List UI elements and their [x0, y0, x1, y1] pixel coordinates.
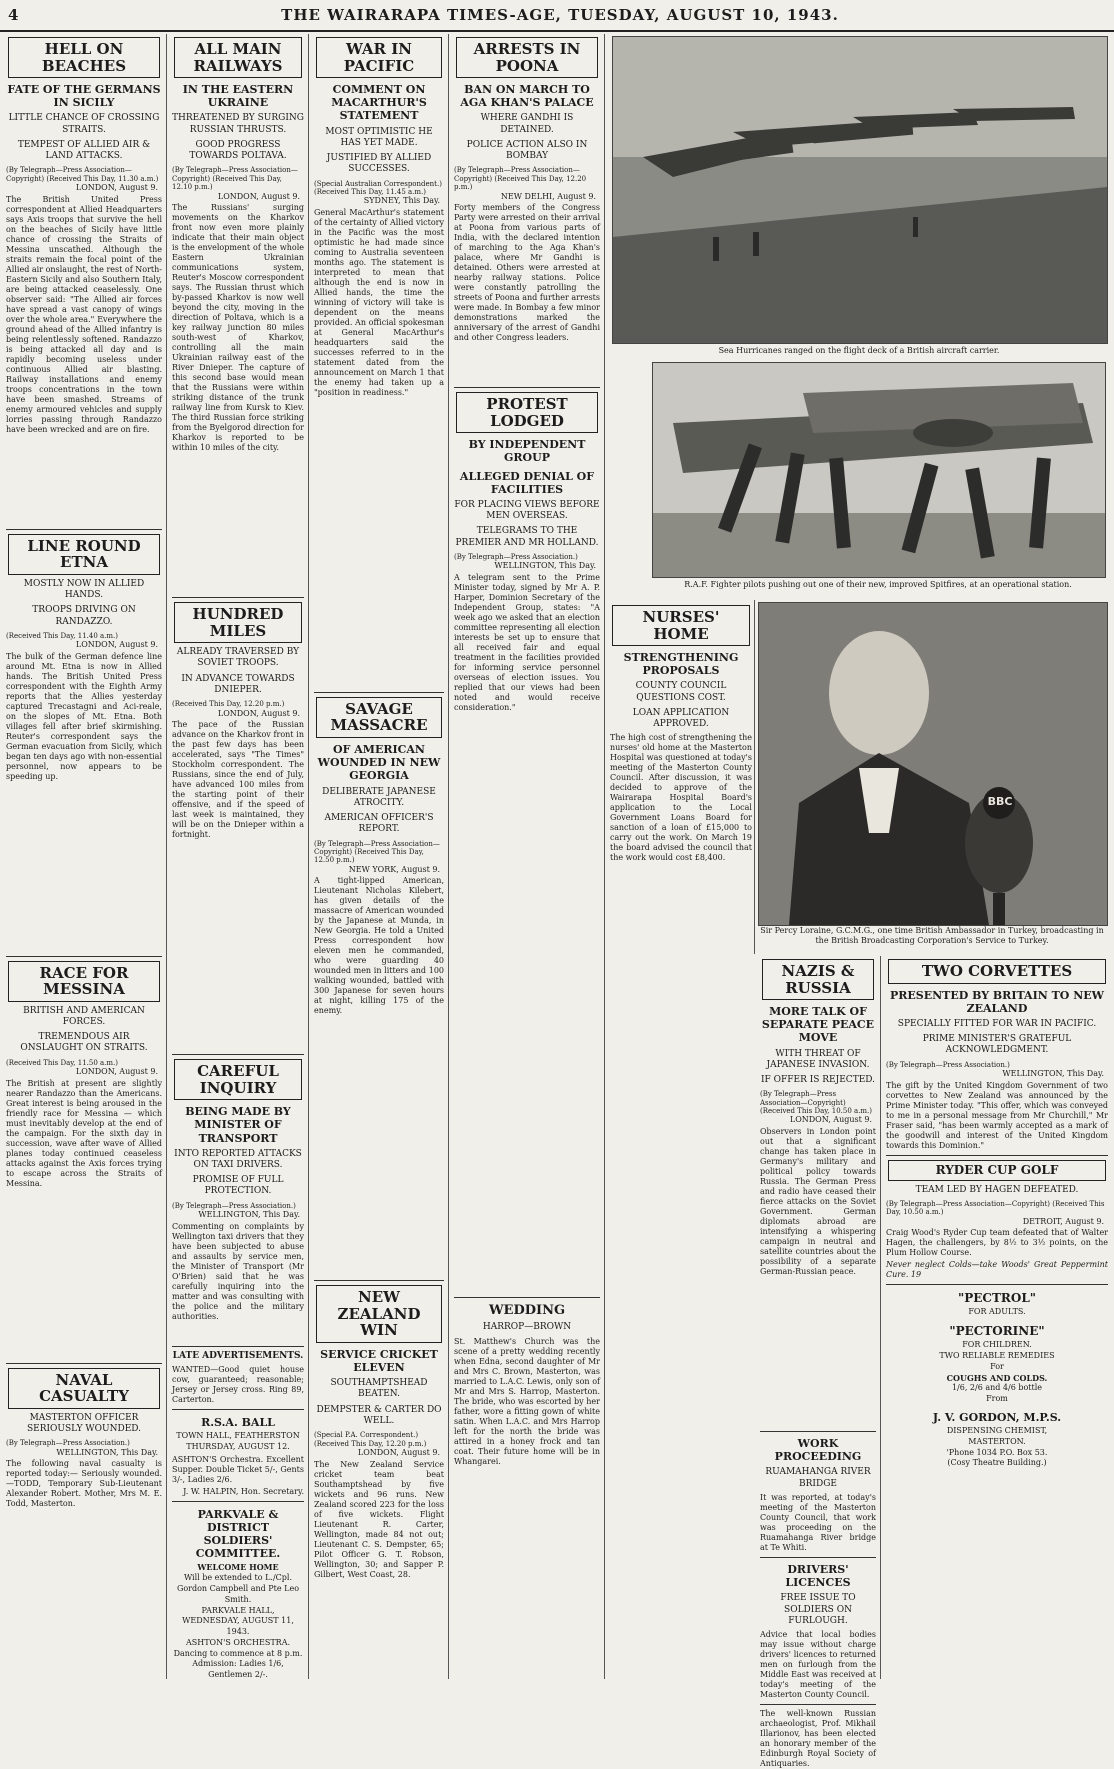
column-rule: [166, 34, 167, 1679]
subhead: DELIBERATE JAPANESE ATROCITY.: [322, 786, 436, 808]
headline-wedding: WEDDING: [488, 1302, 566, 1318]
headline-race-for-messina: RACE FOR MESSINA: [8, 961, 160, 1002]
ad-line: TWO RELIABLE REMEDIES: [939, 1351, 1055, 1361]
ad-line: COUGHS AND COLDS.: [946, 1372, 1048, 1383]
subhead: WITH THREAT OF JAPANESE INVASION.: [766, 1048, 870, 1070]
dateline: (By Telegraph—Press Association—Copyright) (Received This Day, 11.30 a.m.): [6, 166, 159, 183]
ad-line: From: [986, 1394, 1008, 1404]
article-body: Forty members of the Congress Party were arrested on their arrival at Poona from various parts of India, with the declared intention of marching to the Aga Khan's palace, where Mr Gandhi is detained. Others were arrested at nearby railway stations. Police were constantly patrolling the streets of Poona and further arrests were made. In Bombay a few minor demonstrations marked the anniversary of the arrest of Gandhi and other Congress leaders.: [454, 203, 600, 343]
article-body: Observers in London point out that a significant change has taken place in Germany's military and political policy towards Russia. The German Press and radio have ceased their fierce attacks on the Soviet Government. German diplomats abroad are intensifying a whispering campaign in neutral and satellite countries about the possibility of a separate German-Russian peace.: [760, 1127, 876, 1277]
article-body: The well-known Russian archaeologist, Prof. Mikhail Illarionov, has been elected an honorary member of the Edinburgh Royal Society of Antiquaries.: [760, 1709, 876, 1769]
ad-line: DISPENSING CHEMIST,: [946, 1426, 1048, 1435]
subhead: THREATENED BY SURGING RUSSIAN THRUSTS.: [172, 113, 304, 135]
dateline: (Received This Day, 11.50 a.m.): [6, 1058, 118, 1067]
subhead: MASTERTON OFFICER SERIOUSLY WOUNDED.: [26, 1412, 142, 1434]
subhead: SOUTHAMPTSHEAD BEATEN.: [330, 1378, 428, 1400]
headline-nurses-home: NURSES' HOME: [612, 605, 750, 646]
subhead: SERVICE CRICKET ELEVEN: [320, 1347, 438, 1374]
photo-sir-percy-loraine: [758, 602, 1108, 926]
column-rule: [754, 600, 755, 954]
photo-caption: Sir Percy Loraine, G.C.M.G., one time British Ambassador in Turkey, broadcasting in the British Broadcasting Corporation's Service to Turkey.: [760, 926, 1104, 945]
subhead: MORE TALK OF SEPARATE PEACE MOVE: [761, 1005, 875, 1045]
subhead: AMERICAN OFFICER'S REPORT.: [324, 813, 434, 835]
subhead: DEMPSTER & CARTER DO WELL.: [316, 1404, 442, 1426]
place-line: LONDON, August 9.: [217, 708, 300, 718]
divider: [6, 956, 162, 957]
subhead: TREMENDOUS AIR ONSLAUGHT ON STRAITS.: [20, 1032, 148, 1054]
article-body: Commenting on complaints by Wellington taxi drivers that they have been subjected to abuse and assaults by service men, the Minister of Transport (Mr O'Brien) said that he was carefully inquiring into the matter and was consulting with the police and the military authorities.: [172, 1221, 304, 1321]
headline-work-proceeding: WORK PROCEEDING: [774, 1437, 862, 1464]
place-line: WELLINGTON, This Day.: [1002, 1069, 1104, 1079]
dateline: (By Telegraph—Press Association.): [172, 1201, 296, 1210]
dateline: (By Telegraph—Press Association—Copyright) (Received This Day, 10.50 a.m.): [760, 1090, 872, 1116]
article-body: St. Matthew's Church was the scene of a pretty wedding recently when Edna, second daughter of Mr and Mrs C. Brown, Masterton, was married to L.A.C. Lewis, only son of Mr and Mrs S. Harrop, Masterton. The bride, who was escorted by her father, wore a fitting gown of white satin. When L.A.C. and Mrs Harrop left for the north the bride was attired in a honey frock and tan coat. Their future home will be in Whangarei.: [454, 1336, 600, 1466]
subhead: PRIME MINISTER'S GRATEFUL ACKNOWLEDGMENT.: [922, 1034, 1072, 1056]
photo-sea-hurricanes: [612, 36, 1108, 344]
divider: [454, 1297, 600, 1298]
broadcaster-photo: [759, 603, 1107, 925]
ad-line: J. V. GORDON, M.P.S.: [932, 1411, 1062, 1424]
divider: [6, 1363, 162, 1364]
ad-line: FOR ADULTS.: [968, 1307, 1026, 1317]
subhead: TEAM LED BY HAGEN DEFEATED.: [915, 1184, 1079, 1195]
page-number: 4: [8, 6, 19, 24]
article-body: The pace of the Russian advance on the Kharkov front in the past few days has been accelerated, says "The Times" Stockholm correspondent. The Russians, since the end of July, have advanced 100 miles from the starting point of their offensive, and if the speed of last week is maintained, they will be on the Dnieper within a fortnight.: [172, 720, 304, 840]
divider: [760, 1704, 876, 1705]
article-body: Advice that local bodies may issue without charge drivers' licences to returned men on furlough from the Middle East was received at today's meeting of the Masterton County Council.: [760, 1630, 876, 1700]
divider: [886, 1155, 1108, 1156]
masthead: [0, 0, 1114, 32]
headline-savage-massacre: SAVAGE MASSACRE: [316, 697, 442, 738]
ad-line: 1/6, 2/6 and 4/6 bottle: [951, 1383, 1043, 1393]
dateline: (By Telegraph—Press Association—Copyright) (Received This Day, 12.50 p.m.): [314, 839, 440, 865]
subhead: WHERE GANDHI IS DETAINED.: [480, 113, 574, 135]
divider: [172, 1409, 304, 1410]
place-line: SYDNEY, This Day.: [363, 196, 440, 206]
headline-drivers-licences: DRIVERS' LICENCES: [785, 1562, 851, 1590]
headline-line-round-etna: LINE ROUND ETNA: [8, 534, 160, 575]
subhead: COUNTY COUNCIL QUESTIONS COST.: [635, 681, 727, 703]
place-line: DETROIT, August 9.: [1022, 1216, 1104, 1226]
photo-caption: R.A.F. Fighter pilots pushing out one of their new, improved Spitfires, at an operational station.: [684, 580, 1072, 589]
article-body: A tight-lipped American, Lieutenant Nicholas Kilebert, has given details of the massacre of American wounded by the Japanese at Munda, in New Georgia. He told a United Press correspondent how eleven men he commanded, who were guarding 40 wounded men in litters and 100 walking wounded, battled with 300 Japanese for seven hours at night, killing 175 of the enemy.: [314, 876, 444, 1016]
headline-ryder-cup: RYDER CUP GOLF: [888, 1160, 1106, 1181]
subhead: LITTLE CHANCE OF CROSSING STRAITS.: [8, 113, 160, 135]
place-line: LONDON, August 9.: [789, 1115, 872, 1125]
subhead: FREE ISSUE TO SOLDIERS ON FURLOUGH.: [780, 1593, 856, 1626]
column-3: [314, 34, 444, 1679]
place-line: WELLINGTON, This Day.: [198, 1210, 300, 1220]
subhead: FOR PLACING VIEWS BEFORE MEN OVERSEAS.: [454, 499, 600, 522]
ad-line: 'Phone 1034 P.O. Box 53.: [946, 1447, 1048, 1457]
article-body: A telegram sent to the Prime Minister today, signed by Mr A. P. Harper, Dominion Secretary of the Independent Group, states: "A week ago we asked that an election committee representing all election interests be set up to ensure that all received fair and equal treatment in the facilities provided for informing service personnel overseas of election issues. You replied that our views had been noted and would receive consideration.": [454, 572, 600, 712]
subhead: POLICE ACTION ALSO IN BOMBAY: [466, 139, 588, 162]
ad-line: ASHTON'S ORCHESTRA.: [185, 1637, 291, 1647]
column-2: [172, 34, 304, 1679]
subhead: MOSTLY NOW IN ALLIED HANDS.: [23, 578, 145, 600]
subhead: IN THE EASTERN UKRAINE: [182, 83, 294, 110]
subhead: RUAMAHANGA RIVER BRIDGE: [765, 1467, 871, 1489]
subhead: JUSTIFIED BY ALLIED SUCCESSES.: [326, 153, 432, 175]
subhead: PRESENTED BY BRITAIN TO NEW ZEALAND: [889, 988, 1105, 1015]
photo-spitfire: [652, 362, 1106, 578]
headline-careful-inquiry: CAREFUL INQUIRY: [174, 1059, 302, 1100]
ad-line: ASHTON'S Orchestra. Excellent Supper. Double Ticket 5/-, Gents 3/-, Ladies 2/6.: [172, 1454, 304, 1484]
subhead: INTO REPORTED ATTACKS ON TAXI DRIVERS.: [174, 1148, 302, 1170]
column-rule: [604, 34, 605, 1679]
headline-nazis-russia: NAZIS & RUSSIA: [762, 959, 874, 1000]
headline-hundred-miles: HUNDRED MILES: [174, 602, 302, 643]
place-line: LONDON, August 9.: [75, 183, 158, 193]
headline-two-corvettes: TWO CORVETTES: [888, 959, 1106, 984]
column-rule: [880, 956, 881, 1679]
spitfire-photo: [653, 363, 1105, 577]
subhead: HARROP—BROWN: [482, 1322, 572, 1333]
article-body: The British United Press correspondent at Allied Headquarters says Axis troops that survive the hell on the beaches of Sicily have little chance of crossing the Straits of Messina unscathed. Although the straits remain the focal point of the Allied air onslaught, the rest of North-Eastern Sicily and also Southern Italy, are being attacked ceaselessly. One observer said: "The Allied air forces have spread a vast canopy of wings over the whole area." Everywhere the ground ahead of the Allied infantry is being relentlessly softened. Randazzo is being attacked all day and is rapidly becoming useless under continuous Allied air blasting. Railway installations and enemy troops concentrations in the town have been smashed. Streams of enemy armoured vehicles and supply lorries passing through Randazzo have been wrecked and are on fire.: [6, 194, 162, 434]
divider: [314, 1280, 444, 1281]
column-rule: [448, 34, 449, 1679]
subhead: TEMPEST OF ALLIED AIR & LAND ATTACKS.: [17, 139, 151, 162]
dateline: (By Telegraph—Press Association.): [454, 552, 578, 561]
subhead: PROMISE OF FULL PROTECTION.: [192, 1175, 284, 1197]
ad-line: FOR CHILDREN.: [962, 1340, 1032, 1350]
article-body: The high cost of strengthening the nurses' old home at the Masterton Hospital was questioned at today's meeting of the Masterton County Council. After discussion, it was decided to approve of the Wairarapa Hospital Board's application to the Local Government Loans Board for sanction of a loan of £15,000 to carry out the work. On March 19 the board advised the council that the work would cost £8,400.: [610, 733, 752, 863]
divider: [760, 1557, 876, 1558]
ad-line: Will be extended to L./Cpl. Gordon Campbell and Pte Leo Smith.: [176, 1573, 300, 1604]
subhead: STRENGTHENING PROPOSALS: [623, 651, 739, 678]
headline-war-in-pacific: WAR IN PACIFIC: [316, 37, 442, 78]
ad-line: WEDNESDAY, AUGUST 11, 1943.: [182, 1616, 294, 1637]
column-6: [886, 956, 1108, 1679]
subhead: BEING MADE BY MINISTER OF TRANSPORT: [185, 1105, 291, 1145]
ad-line: THURSDAY, AUGUST 12.: [186, 1441, 290, 1451]
headline-protest-lodged: PROTEST LODGED: [456, 392, 598, 433]
divider: [172, 597, 304, 598]
subhead: GOOD PROGRESS TOWARDS POLTAVA.: [189, 139, 287, 162]
ad-heading: R.S.A. BALL: [201, 1415, 275, 1429]
article-body: The New Zealand Service cricket team beat Southamptshead by five wickets and 96 runs. New Zealand scored 223 for the loss of five wickets. Flight Lieutenant R. Carter, Wellington, made 84 not out; Lieutenant C. S. Dempster, 65; Pilot Officer G. T. Robson, Wellington, 30; and Sapper P. Gilbert, West Coast, 28.: [314, 1459, 444, 1579]
subhead: ALREADY TRAVERSED BY SOVIET TROOPS.: [176, 647, 300, 669]
divider: [314, 692, 444, 693]
headline-all-main-railways: ALL MAIN RAILWAYS: [174, 37, 302, 78]
ad-line: WELCOME HOME: [197, 1562, 279, 1573]
subhead: IF OFFER IS REJECTED.: [760, 1075, 876, 1086]
column-4: [454, 34, 600, 1679]
subhead: COMMENT ON MACARTHUR'S STATEMENT: [331, 83, 427, 123]
subhead: BY INDEPENDENT GROUP: [468, 438, 586, 465]
column-5-top: [610, 602, 752, 952]
ad-line: PARKVALE HALL,: [201, 1605, 275, 1615]
dateline: (Received This Day, 12.20 p.m.): [172, 700, 285, 709]
place-line: LONDON, August 9.: [357, 1447, 440, 1457]
divider: [172, 1346, 304, 1347]
dateline: (By Telegraph—Press Association—Copyright) (Received This Day, 12.20 p.m.): [454, 166, 587, 192]
divider: [454, 387, 600, 388]
ad-line: MASTERTON.: [968, 1436, 1026, 1446]
article-body: The British at present are slightly nearer Randazzo than the Americans. Great interest is being aroused in the friendly race for Messina — which must inevitably develop at the end of the campaign. For the sixth day in succession, wave after wave of Allied planes today continued ceaseless attacks against the Axis forces trying to escape across the Straits of Messina.: [6, 1078, 162, 1188]
ad-line: TOWN HALL, FEATHERSTON: [176, 1430, 300, 1440]
ad-line: For: [990, 1361, 1004, 1371]
place-line: WELLINGTON, This Day.: [494, 561, 596, 571]
divider: [886, 1284, 1108, 1285]
article-body: The Russians' surging movements on the Kharkov front now even more plainly indicate that their main object is the envelopment of the whole Eastern Ukrainian communications system, Reuter's Moscow correspondent says. The Russian thrust which by-passed Kharkov is now well beyond the city, moving in the direction of Poltava, which is a key railway junction 80 miles south-west of Kharkov, controlling all the main Ukrainian railway east of the River Dnieper. The capture of this second base would mean that the Russians were within striking distance of the trunk railway line from Kursk to Kiev. The third Russian force striking from the Byelgorod direction for Kharkov is reported to be within 10 miles of the city.: [172, 203, 304, 453]
dateline: (By Telegraph—Press Association.): [886, 1060, 1010, 1069]
dateline: (Received This Day, 11.40 a.m.): [6, 631, 118, 640]
article-body: General MacArthur's statement of the certainty of Allied victory in the Pacific was the most optimistic he had made since coming to Australia seventeen months ago. The statement is interpreted to mean that although the end is now in Allied hands, the time the winning of victory will take is dependent on the means provided. An official spokesman at General MacArthur's headquarters said the successes referred to in the statement dated from the announcement on March 1 that the enemy had taken up a "position in readiness.": [314, 207, 444, 397]
dateline: (By Telegraph—Press Association—Copyright) (Received This Day, 12.10 p.m.): [172, 166, 298, 192]
divider: [6, 529, 162, 530]
bbc-mic-label: BBC: [987, 795, 1013, 808]
divider: [760, 1431, 876, 1432]
column-rule: [308, 34, 309, 1679]
ad-line: (Cosy Theatre Building.): [947, 1458, 1047, 1468]
article-body: The following naval casualty is reported today:— Seriously wounded.—TODD, Temporary Sub-Lieutenant Alexander Robert. Mother, Mrs M. E. Todd, Masterton.: [6, 1459, 162, 1509]
subhead: SPECIALLY FITTED FOR WAR IN PACIFIC.: [897, 1018, 1097, 1029]
ad-line: Admission: Ladies 1/6, Gentlemen 2/-.: [192, 1659, 284, 1680]
headline-naval-casualty: NAVAL CASUALTY: [8, 1368, 160, 1409]
place-line: LONDON, August 9.: [75, 1067, 158, 1077]
ad-heading: PARKVALE & DISTRICT SOLDIERS' COMMITTEE.: [195, 1508, 281, 1561]
dateline: (By Telegraph—Press Association.): [6, 1439, 130, 1448]
subhead: BAN ON MARCH TO AGA KHAN'S PALACE: [460, 83, 594, 110]
subhead: OF AMERICAN WOUNDED IN NEW GEORGIA: [317, 742, 441, 783]
subhead: MOST OPTIMISTIC HE HAS YET MADE.: [325, 126, 433, 148]
headline-arrests-in-poona: ARRESTS IN POONA: [456, 37, 598, 78]
late-ads-heading: LATE ADVERTISEMENTS.: [172, 1350, 304, 1361]
subhead: ALLEGED DENIAL OF FACILITIES: [459, 469, 595, 496]
headline-new-zealand-win: NEW ZEALAND WIN: [316, 1285, 442, 1343]
ad-note: Never neglect Colds—take Woods' Great Peppermint Cure. 19: [886, 1260, 1108, 1280]
ad-line: "PECTORINE": [949, 1324, 1045, 1339]
article-body: It was reported, at today's meeting of the Masterton County Council, that work was proceeding on the Ruamahanga River bridge at Te Whiti.: [760, 1492, 876, 1552]
subhead: FATE OF THE GERMANS IN SICILY: [7, 83, 161, 110]
article-body: The gift by the United Kingdom Government of two corvettes to New Zealand was announced by the Prime Minister today. "This offer, which was conveyed to me in a personal message from Mr Churchill," Mr Fraser said, "has been warmly accepted as a mark of the goodwill and interest of the United Kingdom towards this Dominion.": [886, 1080, 1108, 1150]
place-line: LONDON, August 9.: [75, 640, 158, 650]
place-line: NEW YORK, August 9.: [348, 864, 440, 874]
place-line: NEW DELHI, August 9.: [500, 191, 596, 201]
divider: [172, 1054, 304, 1055]
article-body: Craig Wood's Ryder Cup team defeated that of Walter Hagen, the challengers, by 8½ to 3½ points, on the Plum Hollow Course.: [886, 1228, 1108, 1258]
ad-line: "PECTROL": [957, 1291, 1037, 1306]
subhead: IN ADVANCE TOWARDS DNIEPER.: [181, 673, 295, 695]
dateline: (Special P.A. Correspondent.) (Received This Day, 12.20 p.m.): [314, 1431, 427, 1448]
classified-ad: WANTED—Good quiet house cow, guaranteed; reasonable; Jersey or Jersey cross. Ring 89, Carterton.: [172, 1364, 304, 1404]
place-line: WELLINGTON, This Day.: [56, 1447, 158, 1457]
ad-line: J. W. HALPIN, Hon. Secretary.: [183, 1486, 304, 1496]
newspaper-title: THE WAIRARAPA TIMES-AGE, TUESDAY, AUGUST 10, 1943.: [281, 6, 839, 24]
place-line: LONDON, August 9.: [217, 191, 300, 201]
article-body: The bulk of the German defence line around Mt. Etna is now in Allied hands. The British United Press correspondent with the Eighth Army reports that the Allies yesterday captured Trecastagni and Aci-reale, on the slopes of Mt. Etna. Both villages fell after brief skirmishing. Reuter's correspondent says the German evacuation from Sicily, which began ten days ago with non-essential personnel, now appears to be speeding up.: [6, 651, 162, 781]
dateline: (Special Australian Correspondent.) (Received This Day, 11.45 a.m.): [314, 179, 442, 196]
column-1: [6, 34, 162, 1679]
subhead: LOAN APPLICATION APPROVED.: [632, 707, 730, 730]
headline-hell-on-beaches: HELL ON BEACHES: [8, 37, 160, 78]
photo-caption: Sea Hurricanes ranged on the flight deck of a British aircraft carrier.: [718, 346, 1000, 355]
ad-line: Dancing to commence at 8 p.m.: [173, 1648, 303, 1658]
column-5: [760, 956, 876, 1769]
divider: [172, 1501, 304, 1502]
subhead: TELEGRAMS TO THE PREMIER AND MR HOLLAND.: [455, 526, 599, 548]
subhead: BRITISH AND AMERICAN FORCES.: [23, 1005, 145, 1027]
subhead: TROOPS DRIVING ON RANDAZZO.: [32, 605, 136, 627]
dateline: (By Telegraph—Press Association—Copyright) (Received This Day, 10.50 a.m.): [886, 1200, 1105, 1217]
aircraft-carrier-photo: [613, 37, 1107, 343]
